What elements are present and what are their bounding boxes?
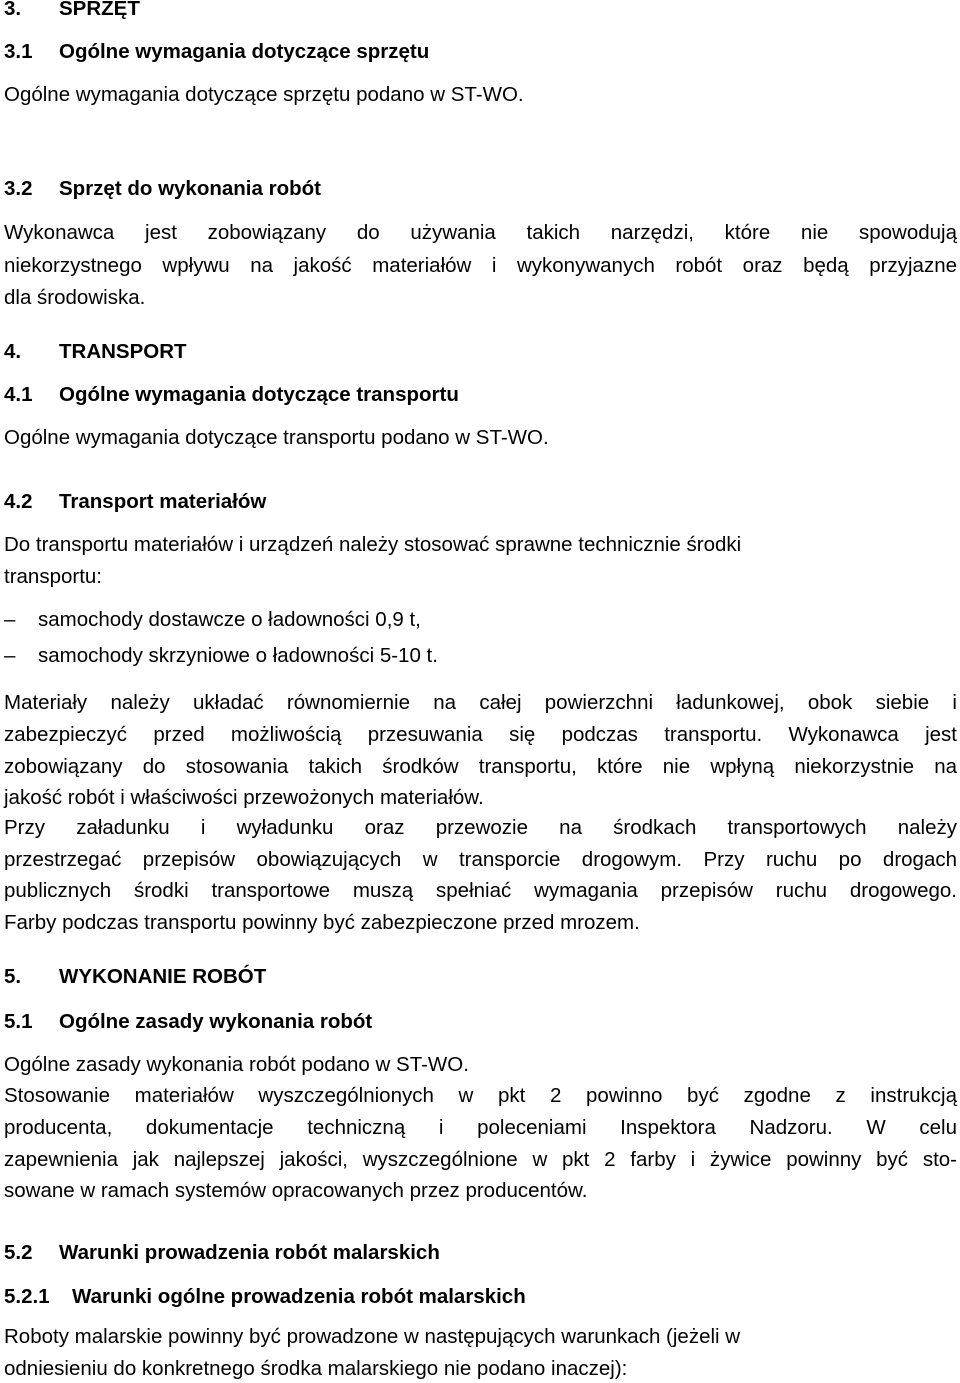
list-item — [4, 607, 421, 633]
section-number: 5.1 — [4, 1010, 33, 1033]
section-heading-3 — [4, 0, 140, 22]
section-number: 4.1 — [4, 383, 33, 406]
paragraph-line: Roboty malarskie powinny być prowadzone w następujących warunkach (jeżeli w — [4, 1325, 741, 1348]
paragraph-line: Farby podczas transportu powinny być zabezpieczone przed mrozem. — [4, 911, 640, 934]
paragraph-line: Stosowanie materiałów wyszczególnionych w pkt 2 powinno być zgodne z instrukcją — [4, 1084, 957, 1107]
list-item — [4, 643, 438, 669]
section-heading-5 — [4, 964, 266, 990]
section-number: 4. — [4, 340, 22, 363]
paragraph-line: Materiały należy układać równomiernie na całej powierzchni ładunkowej, obok siebie i — [4, 691, 957, 714]
section-heading-5-2-1 — [4, 1284, 526, 1310]
paragraph-line: sowane w ramach systemów opracowanych przez producentów. — [4, 1179, 588, 1202]
section-heading-5-2 — [4, 1240, 440, 1266]
section-number: 5.2 — [4, 1241, 33, 1264]
paragraph-line: zobowiązany do stosowania takich środków transportu, które nie wpłyną niekorzystnie na — [4, 755, 957, 778]
paragraph-line: Przy załadunku i wyładunku oraz przewozie na środkach transportowych należy — [4, 816, 957, 839]
paragraph-line: niekorzystnego wpływu na jakość materiałów i wykonywanych robót oraz będą przyjazne — [4, 254, 957, 277]
paragraph-4-1: Ogólne wymagania dotyczące transportu podano w ST-WO. — [4, 426, 549, 449]
section-heading-3-2 — [4, 176, 321, 202]
paragraph-line: przestrzegać przepisów obowiązujących w transporcie drogowym. Przy ruchu po drogach — [4, 848, 957, 871]
section-title: Warunki ogólne prowadzenia robót malarskich — [72, 1285, 526, 1308]
section-title: Ogólne wymagania dotyczące sprzętu — [59, 40, 430, 63]
section-heading-4 — [4, 339, 187, 365]
section-number: 5. — [4, 965, 22, 988]
section-title: Ogólne wymagania dotyczące transportu — [59, 383, 459, 406]
section-heading-4-1 — [4, 382, 459, 408]
section-heading-5-1 — [4, 1009, 372, 1035]
dash-bullet-icon: – — [4, 644, 16, 667]
paragraph-line: transportu: — [4, 565, 102, 588]
dash-bullet-icon: – — [4, 608, 16, 631]
list-item-text: samochody skrzyniowe o ładowności 5-10 t. — [38, 644, 438, 667]
paragraph-line: dla środowiska. — [4, 286, 146, 309]
section-number: 3.1 — [4, 40, 33, 63]
section-heading-4-2 — [4, 489, 266, 515]
paragraph-line: Do transportu materiałów i urządzeń należy stosować sprawne technicznie środki — [4, 533, 742, 556]
list-item-text: samochody dostawcze o ładowności 0,9 t, — [38, 608, 421, 631]
paragraph-line: odniesieniu do konkretnego środka malarskiego nie podano inaczej): — [4, 1357, 628, 1380]
section-number: 3. — [4, 0, 22, 20]
section-title: Ogólne zasady wykonania robót — [59, 1010, 373, 1033]
paragraph-line: Wykonawca jest zobowiązany do używania takich narzędzi, które nie spowodują — [4, 221, 957, 244]
paragraph-3-1: Ogólne wymagania dotyczące sprzętu podano w ST-WO. — [4, 83, 524, 106]
section-title: Sprzęt do wykonania robót — [59, 177, 321, 200]
section-number: 4.2 — [4, 490, 33, 513]
paragraph-line: publicznych środki transportowe muszą spełniać wymagania przepisów ruchu drogowego. — [4, 879, 957, 902]
paragraph-line: zapewnienia jak najlepszej jakości, wyszczególnione w pkt 2 farby i żywice powinny być sto- — [4, 1148, 957, 1171]
section-number: 3.2 — [4, 177, 33, 200]
paragraph-5-1: Ogólne zasady wykonania robót podano w ST-WO. — [4, 1053, 469, 1076]
section-title: TRANSPORT — [59, 340, 187, 363]
paragraph-line: zabezpieczyć przed możliwością przesuwania się podczas transportu. Wykonawca jest — [4, 723, 957, 746]
section-title: Warunki prowadzenia robót malarskich — [59, 1241, 440, 1264]
section-heading-3-1 — [4, 39, 429, 65]
section-title: SPRZĘT — [59, 0, 140, 20]
section-title: WYKONANIE ROBÓT — [59, 965, 267, 988]
paragraph-line: producenta, dokumentacje techniczną i poleceniami Inspektora Nadzoru. W celu — [4, 1116, 957, 1139]
section-number: 5.2.1 — [4, 1285, 50, 1308]
section-title: Transport materiałów — [59, 490, 267, 513]
paragraph-line: jakość robót i właściwości przewożonych materiałów. — [4, 786, 484, 809]
